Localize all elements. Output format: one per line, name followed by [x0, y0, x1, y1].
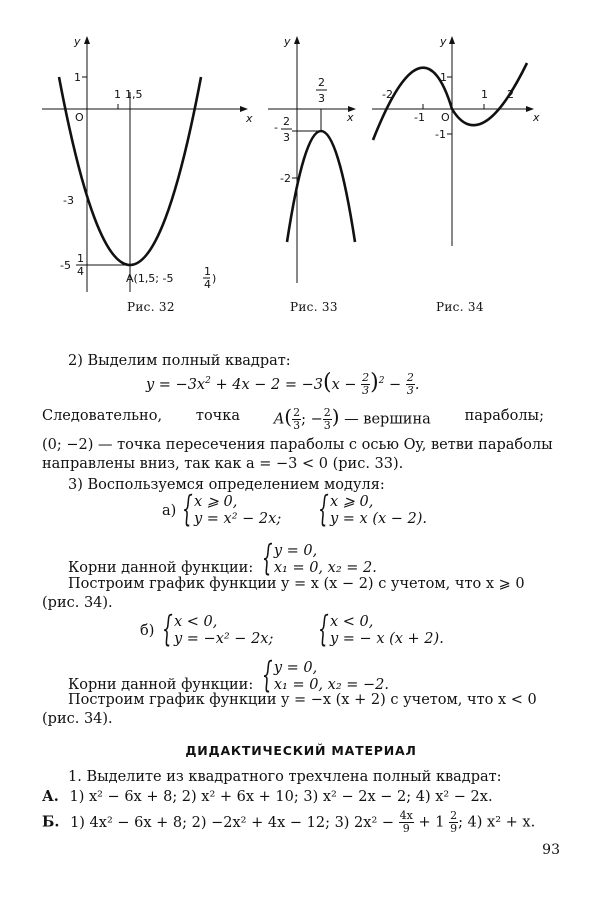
svg-text:3: 3 — [318, 92, 325, 105]
case-a-system-2: { x ⩾ 0, y = x (x − 2). — [318, 494, 427, 528]
fig34-y-label: y — [440, 35, 447, 48]
fig32-tick-y3: -3 — [63, 194, 74, 207]
fig33-x-label: x — [347, 111, 354, 124]
svg-text:1: 1 — [77, 252, 84, 265]
fig34-right-branch — [452, 63, 527, 125]
item2-equation: $y = -3x^2 + 4x - 2 = -3(x$ − $\frac{2}{3}$ )$^2$ − $\frac{2}{3}$ . — [146, 369, 420, 398]
fig32-origin: O — [75, 111, 84, 124]
fig32-tick-x15: 1,5 — [125, 88, 143, 101]
ref-34-a: (рис. 34). — [42, 595, 113, 611]
row-a: А. 1) x² − 6x + 8; 2) x² + 6x + 10; 3) x² − 2x − 2; 4) x² − 2x. — [42, 788, 493, 805]
row-b: Б. 1) 4x² − 6x + 8; 2) −2x² + 4x − 12; 3) 2x² − $\frac{4x}{9}$ + 1 $\frac{2}{9}$ ; 4) x² + x. — [42, 809, 536, 835]
svg-text:4: 4 — [204, 278, 211, 291]
case-a-system-1: { x ⩾ 0, y = x² − 2x; — [182, 494, 281, 528]
svg-text:2: 2 — [283, 115, 290, 128]
fig33-y-label: y — [284, 35, 291, 48]
case-b-label: б) — [140, 623, 155, 639]
fig32-tick-y1: 1 — [74, 71, 81, 84]
fig34-x-label: x — [533, 111, 540, 124]
page-number: 93 — [542, 842, 560, 858]
svg-text:1: 1 — [204, 265, 211, 278]
figure-32 — [0, 0, 602, 330]
case-a-label: а) — [162, 503, 177, 519]
item3-intro: 3) Воспользуемся определением модуля: — [68, 477, 385, 493]
fig34-origin: O — [441, 111, 450, 124]
item2-conclusion-line: Следовательно, точка A( $\frac{2}{3}$ ; − $\frac{2}{3}$ ) — вершина параболы; — [42, 404, 544, 432]
fig34-tick-x2: 2 — [507, 88, 514, 101]
item2-line-oy: (0; −2) — точка пересечения параболы с осью Oy, ветви параболы — [42, 437, 553, 453]
roots-b: Корни данной функции: { y = 0, x₁ = 0, x₂ = −2. — [68, 660, 389, 694]
fig34-tick-y1: 1 — [440, 71, 447, 84]
fig32-tick-y54: -5 — [60, 259, 71, 272]
svg-text:): ) — [212, 272, 217, 285]
item2-intro: 2) Выделим полный квадрат: — [68, 353, 291, 369]
ref-34-b: (рис. 34). — [42, 711, 113, 727]
fig32-vertex-label: A(1,5; -5 — [126, 272, 174, 285]
fig32-x-label: x — [246, 112, 253, 125]
fig32-y-label: y — [74, 35, 81, 48]
fig34-tick-x1: 1 — [481, 88, 488, 101]
fig33-tick-y2: -2 — [280, 172, 291, 185]
figure-33-caption: Рис. 33 — [290, 300, 338, 314]
figure-34-caption: Рис. 34 — [436, 300, 484, 314]
svg-text:4: 4 — [77, 265, 84, 278]
fig32-tick-x1: 1 — [114, 88, 121, 101]
task-1: 1. Выделите из квадратного трехчлена полный квадрат: — [68, 769, 502, 785]
build-b: Построим график функции y = −x (x + 2) с учетом, что x < 0 — [68, 692, 537, 708]
case-b-system-1: { x < 0, y = −x² − 2x; — [162, 614, 273, 648]
fig34-tick-xm1: -1 — [414, 111, 425, 124]
case-b-system-2: { x < 0, y = − x (x + 2). — [318, 614, 444, 648]
build-a: Построим график функции y = x (x − 2) с учетом, что x ⩾ 0 — [68, 576, 525, 592]
figure-32-caption: Рис. 32 — [127, 300, 175, 314]
roots-a: Корни данной функции: { y = 0, x₁ = 0, x₂ = 2. — [68, 543, 377, 577]
fig33-tick-y23: - — [274, 121, 278, 134]
section-heading: ДИДАКТИЧЕСКИЙ МАТЕРИАЛ — [185, 743, 417, 758]
fig33-tick-x23: 2 — [318, 76, 325, 89]
svg-text:3: 3 — [283, 131, 290, 144]
fig34-tick-ym1: -1 — [435, 128, 446, 141]
item2-line-down: направлены вниз, так как a = −3 < 0 (рис. 33). — [42, 456, 404, 472]
fig34-tick-xm2: -2 — [382, 88, 393, 101]
